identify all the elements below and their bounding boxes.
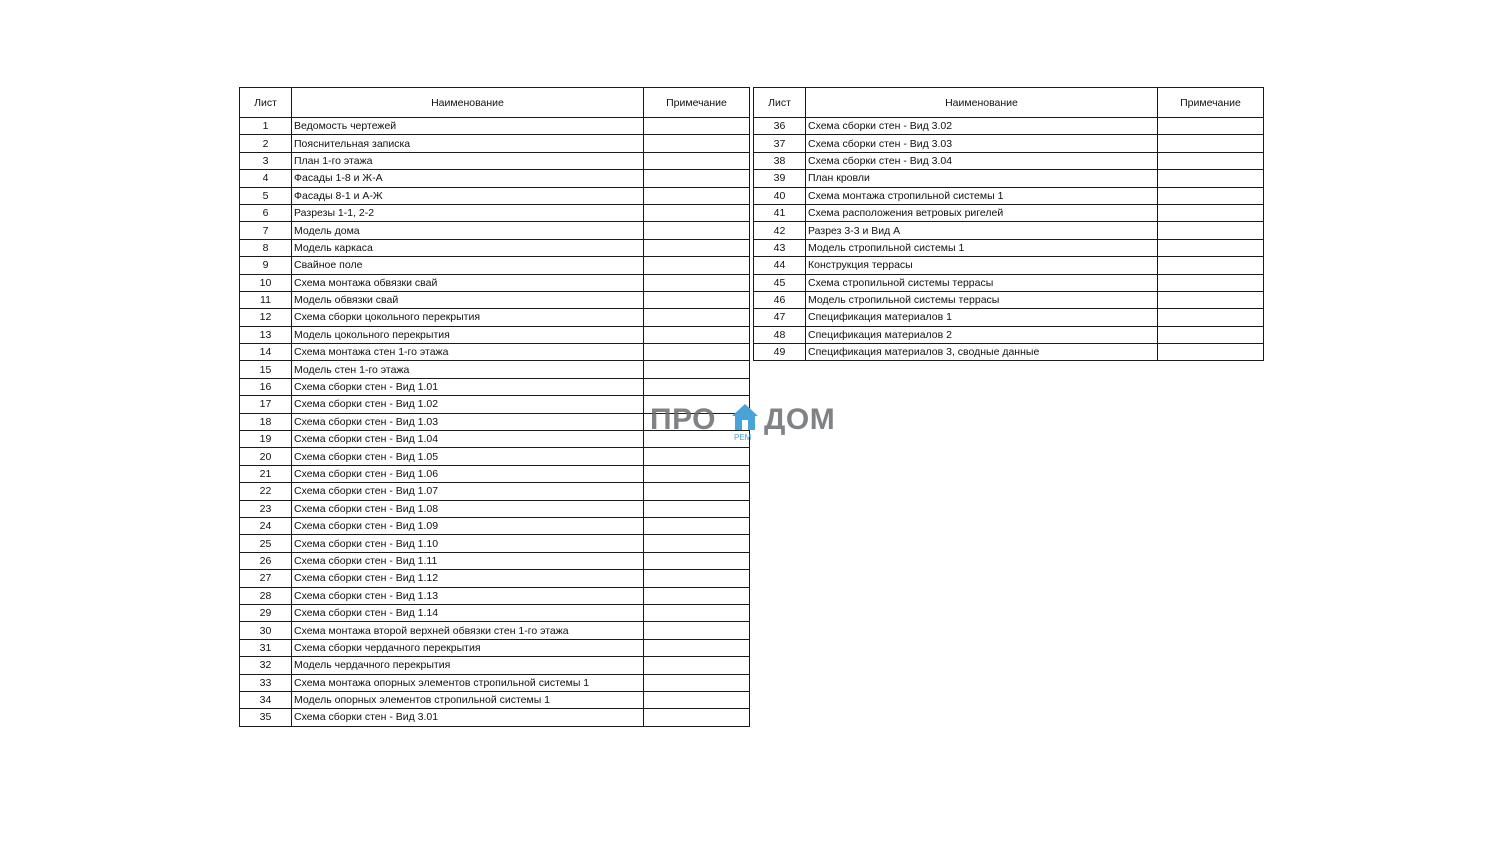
table-row (754, 291, 1264, 308)
table-row (240, 535, 750, 552)
note-cell (644, 639, 750, 656)
table-row (240, 309, 750, 326)
sheet-number-cell: 25 (240, 535, 292, 552)
sheet-name-cell: Модель стропильной системы террасы (806, 291, 1158, 308)
sheet-name-cell: Схема сборки стен - Вид 1.09 (292, 517, 644, 534)
table-row (240, 135, 750, 152)
sheet-number-cell: 22 (240, 483, 292, 500)
sheet-number-cell: 31 (240, 639, 292, 656)
note-cell (1158, 274, 1264, 291)
sheet-name-cell: Схема сборки стен - Вид 1.02 (292, 396, 644, 413)
sheet-name-cell: План кровли (806, 170, 1158, 187)
sheet-number-cell: 16 (240, 378, 292, 395)
sheet-number-cell: 8 (240, 239, 292, 256)
note-cell (644, 135, 750, 152)
sheet-name-cell: Схема сборки стен - Вид 1.11 (292, 552, 644, 569)
table-row (240, 204, 750, 221)
header-sheet: Лист (240, 88, 292, 118)
table-row (754, 344, 1264, 361)
sheet-number-cell: 20 (240, 448, 292, 465)
table-row (240, 483, 750, 500)
sheet-name-cell: Разрезы 1-1, 2-2 (292, 204, 644, 221)
watermark-word-left: ПРО (650, 403, 717, 436)
sheet-number-cell: 38 (754, 152, 806, 169)
sheet-name-cell: Схема сборки стен - Вид 1.08 (292, 500, 644, 517)
note-cell (1158, 152, 1264, 169)
sheet-number-cell: 37 (754, 135, 806, 152)
note-cell (1158, 170, 1264, 187)
table-row (240, 657, 750, 674)
sheet-number-cell: 34 (240, 691, 292, 708)
sheet-name-cell: Схема сборки цокольного перекрытия (292, 309, 644, 326)
note-cell (644, 170, 750, 187)
sheet-name-cell: Модель стен 1-го этажа (292, 361, 644, 378)
note-cell (644, 361, 750, 378)
sheet-number-cell: 3 (240, 152, 292, 169)
table-row (754, 118, 1264, 135)
sheet-name-cell: Фасады 8-1 и А-Ж (292, 187, 644, 204)
table-row (240, 222, 750, 239)
sheet-number-cell: 23 (240, 500, 292, 517)
note-cell (644, 657, 750, 674)
sheet-number-cell: 11 (240, 291, 292, 308)
note-cell (1158, 222, 1264, 239)
table-row (754, 204, 1264, 221)
table-row (240, 622, 750, 639)
note-cell (644, 204, 750, 221)
table-row (240, 709, 750, 726)
table-row (240, 344, 750, 361)
sheet-number-cell: 47 (754, 309, 806, 326)
note-cell (644, 465, 750, 482)
sheet-name-cell: Спецификация материалов 3, сводные данные (806, 344, 1158, 361)
table-row (240, 691, 750, 708)
sheet-number-cell: 30 (240, 622, 292, 639)
table-row (754, 222, 1264, 239)
note-cell (1158, 135, 1264, 152)
note-cell (644, 239, 750, 256)
table-row (240, 570, 750, 587)
table-row (240, 361, 750, 378)
table-row (240, 465, 750, 482)
sheet-name-cell: Модель обвязки свай (292, 291, 644, 308)
note-cell (644, 257, 750, 274)
sheet-number-cell: 40 (754, 187, 806, 204)
sheet-name-cell: Модель стропильной системы 1 (806, 239, 1158, 256)
table-row (240, 239, 750, 256)
sheet-number-cell: 10 (240, 274, 292, 291)
note-cell (644, 500, 750, 517)
sheet-name-cell: Модель опорных элементов стропильной системы 1 (292, 691, 644, 708)
sheet-name-cell: Схема сборки стен - Вид 3.01 (292, 709, 644, 726)
table-row (754, 274, 1264, 291)
sheet-number-cell: 41 (754, 204, 806, 221)
sheet-name-cell: Спецификация материалов 2 (806, 326, 1158, 343)
sheet-number-cell: 24 (240, 517, 292, 534)
note-cell (1158, 326, 1264, 343)
sheet-name-cell: Схема сборки чердачного перекрытия (292, 639, 644, 656)
note-cell (644, 552, 750, 569)
sheet-number-cell: 21 (240, 465, 292, 482)
note-cell (644, 709, 750, 726)
sheet-name-cell: Схема сборки стен - Вид 1.04 (292, 431, 644, 448)
sheet-number-cell: 12 (240, 309, 292, 326)
house-icon (730, 402, 760, 434)
drawing-list-table-right (753, 87, 1264, 361)
sheet-number-cell: 28 (240, 587, 292, 604)
sheet-number-cell: 44 (754, 257, 806, 274)
header-sheet: Лист (754, 88, 806, 118)
table-row (240, 378, 750, 395)
sheet-number-cell: 1 (240, 118, 292, 135)
note-cell (644, 326, 750, 343)
sheet-number-cell: 5 (240, 187, 292, 204)
note-cell (1158, 344, 1264, 361)
table-row (240, 604, 750, 621)
sheet-number-cell: 17 (240, 396, 292, 413)
sheet-name-cell: Схема сборки стен - Вид 1.03 (292, 413, 644, 430)
sheet-name-cell: Ведомость чертежей (292, 118, 644, 135)
sheet-number-cell: 32 (240, 657, 292, 674)
table-row (240, 500, 750, 517)
sheet-number-cell: 15 (240, 361, 292, 378)
sheet-number-cell: 42 (754, 222, 806, 239)
table-row (754, 326, 1264, 343)
sheet-name-cell: Модель дома (292, 222, 644, 239)
note-cell (644, 448, 750, 465)
sheet-name-cell: Спецификация материалов 1 (806, 309, 1158, 326)
sheet-number-cell: 36 (754, 118, 806, 135)
table-row (754, 239, 1264, 256)
header-name: Наименование (292, 88, 644, 118)
table-row (240, 170, 750, 187)
note-cell (644, 587, 750, 604)
table-row (240, 552, 750, 569)
note-cell (644, 604, 750, 621)
table-row (754, 152, 1264, 169)
note-cell (644, 344, 750, 361)
table-row (754, 257, 1264, 274)
sheet-number-cell: 26 (240, 552, 292, 569)
table-row (240, 448, 750, 465)
note-cell (644, 483, 750, 500)
sheet-name-cell: Схема стропильной системы террасы (806, 274, 1158, 291)
sheet-name-cell: Схема сборки стен - Вид 1.06 (292, 465, 644, 482)
sheet-number-cell: 6 (240, 204, 292, 221)
header-note: Примечание (1158, 88, 1264, 118)
sheet-name-cell: Пояснительная записка (292, 135, 644, 152)
sheet-number-cell: 48 (754, 326, 806, 343)
sheet-name-cell: Схема монтажа второй верхней обвязки стен 1-го этажа (292, 622, 644, 639)
note-cell (1158, 239, 1264, 256)
sheet-number-cell: 13 (240, 326, 292, 343)
table-row (754, 170, 1264, 187)
sheet-name-cell: Схема сборки стен - Вид 3.02 (806, 118, 1158, 135)
sheet-number-cell: 35 (240, 709, 292, 726)
header-name: Наименование (806, 88, 1158, 118)
note-cell (644, 118, 750, 135)
sheet-number-cell: 27 (240, 570, 292, 587)
sheet-name-cell: Модель чердачного перекрытия (292, 657, 644, 674)
sheet-number-cell: 33 (240, 674, 292, 691)
sheet-name-cell: Схема расположения ветровых ригелей (806, 204, 1158, 221)
sheet-number-cell: 2 (240, 135, 292, 152)
note-cell (1158, 257, 1264, 274)
sheet-number-cell: 43 (754, 239, 806, 256)
note-cell (644, 222, 750, 239)
note-cell (644, 674, 750, 691)
table-row (240, 152, 750, 169)
header-note: Примечание (644, 88, 750, 118)
table-row (240, 639, 750, 656)
sheet-name-cell: Схема сборки стен - Вид 3.04 (806, 152, 1158, 169)
table-row (754, 135, 1264, 152)
sheet-name-cell: Конструкция террасы (806, 257, 1158, 274)
sheet-name-cell: Модель каркаса (292, 239, 644, 256)
note-cell (644, 274, 750, 291)
sheet-name-cell: Схема сборки стен - Вид 1.07 (292, 483, 644, 500)
sheet-number-cell: 45 (754, 274, 806, 291)
sheet-number-cell: 18 (240, 413, 292, 430)
sheet-number-cell: 7 (240, 222, 292, 239)
note-cell (644, 187, 750, 204)
note-cell (1158, 187, 1264, 204)
note-cell (1158, 118, 1264, 135)
sheet-name-cell: Свайное поле (292, 257, 644, 274)
sheet-name-cell: Схема сборки стен - Вид 1.12 (292, 570, 644, 587)
note-cell (1158, 309, 1264, 326)
note-cell (644, 517, 750, 534)
table-row (240, 187, 750, 204)
table-row (240, 517, 750, 534)
table-header-row (240, 88, 750, 118)
sheet-name-cell: Схема сборки стен - Вид 1.01 (292, 378, 644, 395)
note-cell (644, 152, 750, 169)
table-row (240, 326, 750, 343)
sheet-name-cell: План 1-го этажа (292, 152, 644, 169)
sheet-name-cell: Схема сборки стен - Вид 1.14 (292, 604, 644, 621)
note-cell (644, 309, 750, 326)
table-row (240, 674, 750, 691)
sheet-number-cell: 39 (754, 170, 806, 187)
sheet-name-cell: Фасады 1-8 и Ж-А (292, 170, 644, 187)
sheet-name-cell: Схема сборки стен - Вид 3.03 (806, 135, 1158, 152)
table-row (240, 291, 750, 308)
sheet-name-cell: Схема сборки стен - Вид 1.13 (292, 587, 644, 604)
note-cell (644, 291, 750, 308)
sheet-number-cell: 46 (754, 291, 806, 308)
table-row (240, 587, 750, 604)
sheet-number-cell: 49 (754, 344, 806, 361)
sheet-number-cell: 4 (240, 170, 292, 187)
sheet-name-cell: Схема сборки стен - Вид 1.05 (292, 448, 644, 465)
table-row (754, 187, 1264, 204)
note-cell (1158, 291, 1264, 308)
sheet-name-cell: Схема сборки стен - Вид 1.10 (292, 535, 644, 552)
note-cell (644, 622, 750, 639)
watermark-word-right: ДОМ (764, 403, 836, 436)
note-cell (644, 691, 750, 708)
note-cell (644, 535, 750, 552)
table-row (754, 309, 1264, 326)
sheet-name-cell: Модель цокольного перекрытия (292, 326, 644, 343)
sheet-name-cell: Схема монтажа стропильной системы 1 (806, 187, 1158, 204)
watermark-logo (650, 402, 850, 446)
table-header-row (754, 88, 1264, 118)
sheet-name-cell: Схема монтажа стен 1-го этажа (292, 344, 644, 361)
watermark-sub: РЕМ (734, 433, 752, 442)
sheet-number-cell: 14 (240, 344, 292, 361)
sheet-number-cell: 9 (240, 257, 292, 274)
sheet-name-cell: Схема монтажа обвязки свай (292, 274, 644, 291)
sheet-number-cell: 19 (240, 431, 292, 448)
note-cell (644, 378, 750, 395)
table-row (240, 274, 750, 291)
table-row (240, 257, 750, 274)
note-cell (1158, 204, 1264, 221)
table-row (240, 118, 750, 135)
sheet-name-cell: Схема монтажа опорных элементов стропильной системы 1 (292, 674, 644, 691)
sheet-name-cell: Разрез 3-3 и Вид А (806, 222, 1158, 239)
sheet-number-cell: 29 (240, 604, 292, 621)
note-cell (644, 570, 750, 587)
